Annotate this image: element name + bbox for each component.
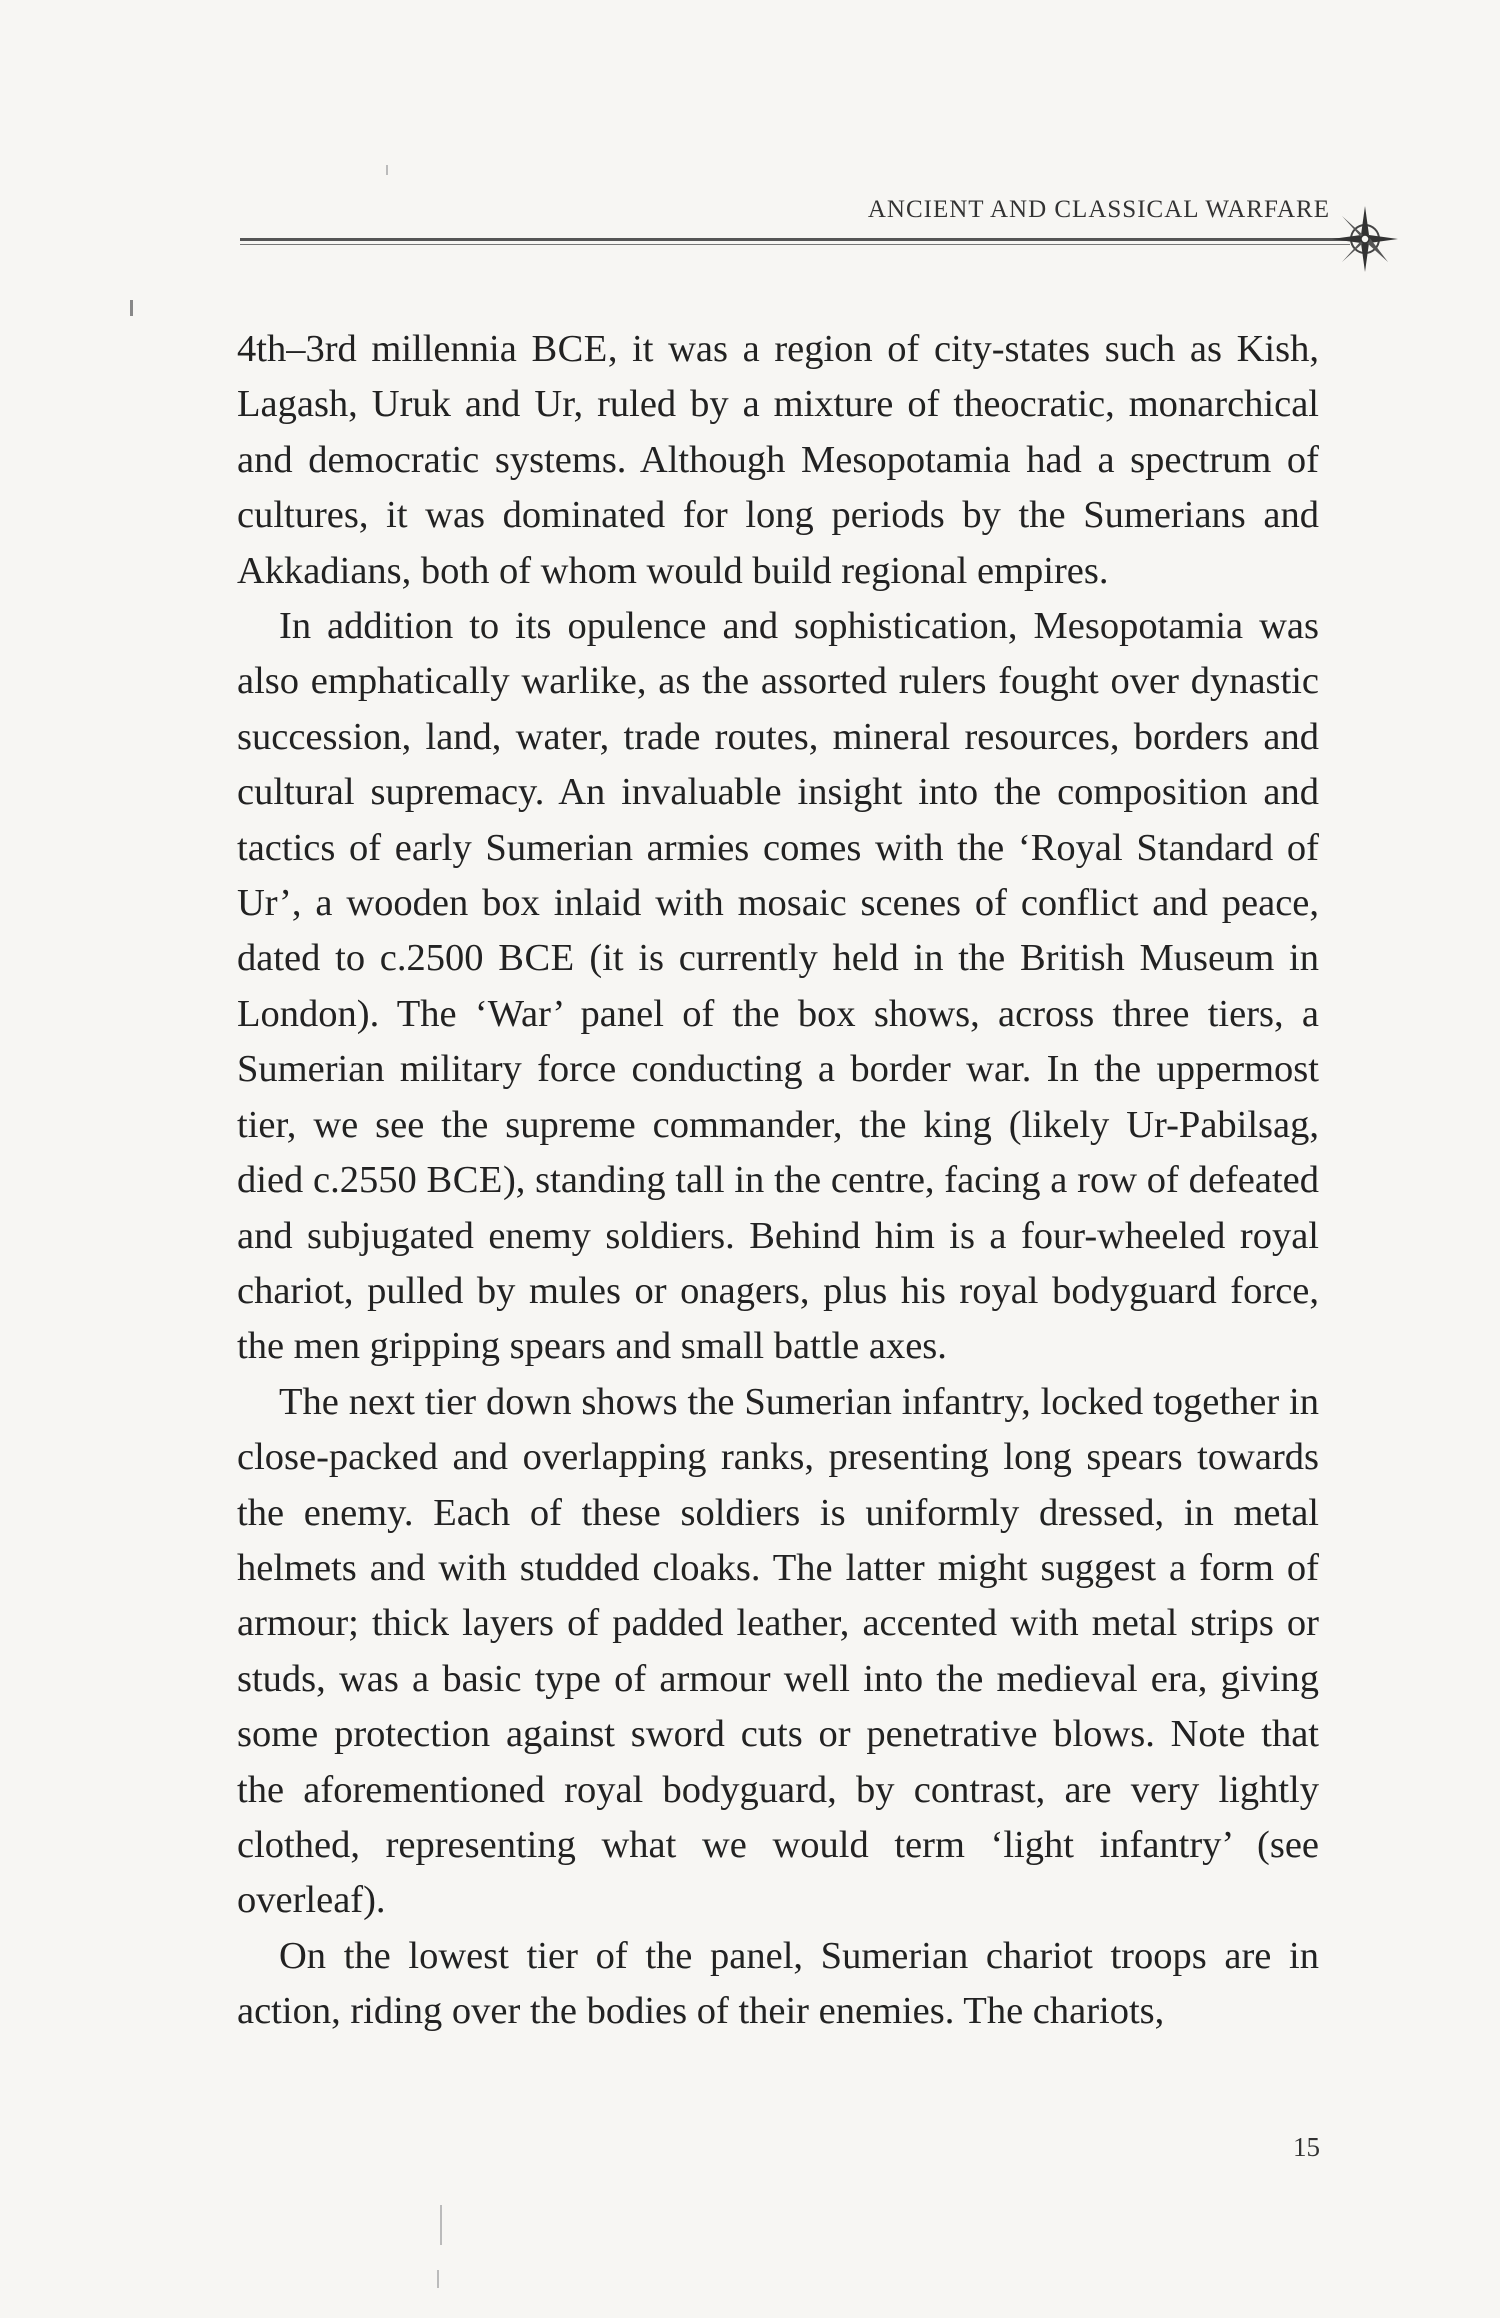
paragraph-2: In addition to its opulence and sophistication, Mesopotamia was also emphatically warlike, as the assorted rulers fought over dynastic succession, land, water, trade routes, mineral resources, borders and cultural supremacy. An invaluable insight into the composition and tactics of early Sumerian armies comes with the ‘Royal Standard of Ur’, a wooden box inlaid with mosaic scenes of conflict and peace, dated to c.2500 BCE (it is currently held in the British Museum in London). The ‘War’ panel of the box shows, across three tiers, a Sumerian military force conducting a border war. In the uppermost tier, we see the supreme commander, the king (likely Ur-Pabilsag, died c.2550 BCE), standing tall in the centre, facing a row of defeated and subjugated enemy soldiers. Behind him is a four-wheeled royal chariot, pulled by mules or onagers, plus his royal bodyguard force, the men gripping spears and small battle axes. bbox=[237, 605, 1319, 1368]
paragraph-4: On the lowest tier of the panel, Sumerian chariot troops are in action, riding over the bodies of their enemies. The chariots, bbox=[237, 1934, 1319, 2033]
header-rule-thin bbox=[240, 244, 1350, 245]
page-number: 15 bbox=[1293, 2132, 1320, 2162]
header-rule bbox=[240, 238, 1350, 241]
body-text bbox=[237, 322, 1319, 2040]
paragraph-3: The next tier down shows the Sumerian infantry, locked together in close-packed and overlapping ranks, presenting long spears towards the enemy. Each of these soldiers is uniformly dressed, in metal helmets and with studded cloaks. The latter might suggest a form of armour; thick layers of padded leather, accented with metal strips or studs, was a basic type of armour well into the medieval era, giving some protection against sword cuts or penetrative blows. Note that the aforementioned royal bodyguard, by contrast, are very lightly clothed, representing what we would term ‘light infantry’ (see overleaf). bbox=[237, 1380, 1319, 1922]
compass-rose-icon bbox=[1330, 204, 1400, 274]
running-head: ANCIENT AND CLASSICAL WARFARE bbox=[867, 196, 1330, 223]
paragraph-1: 4th–3rd millennia BCE, it was a region of city-states such as Kish, Lagash, Uruk and Ur, ruled by a mixture of theocratic, monarchical and democratic systems. Although Mesopotamia had a spectrum of cultures, it was dominated for long periods by the Sumerians and Akkadians, both of whom would build regional empires. bbox=[237, 328, 1319, 592]
